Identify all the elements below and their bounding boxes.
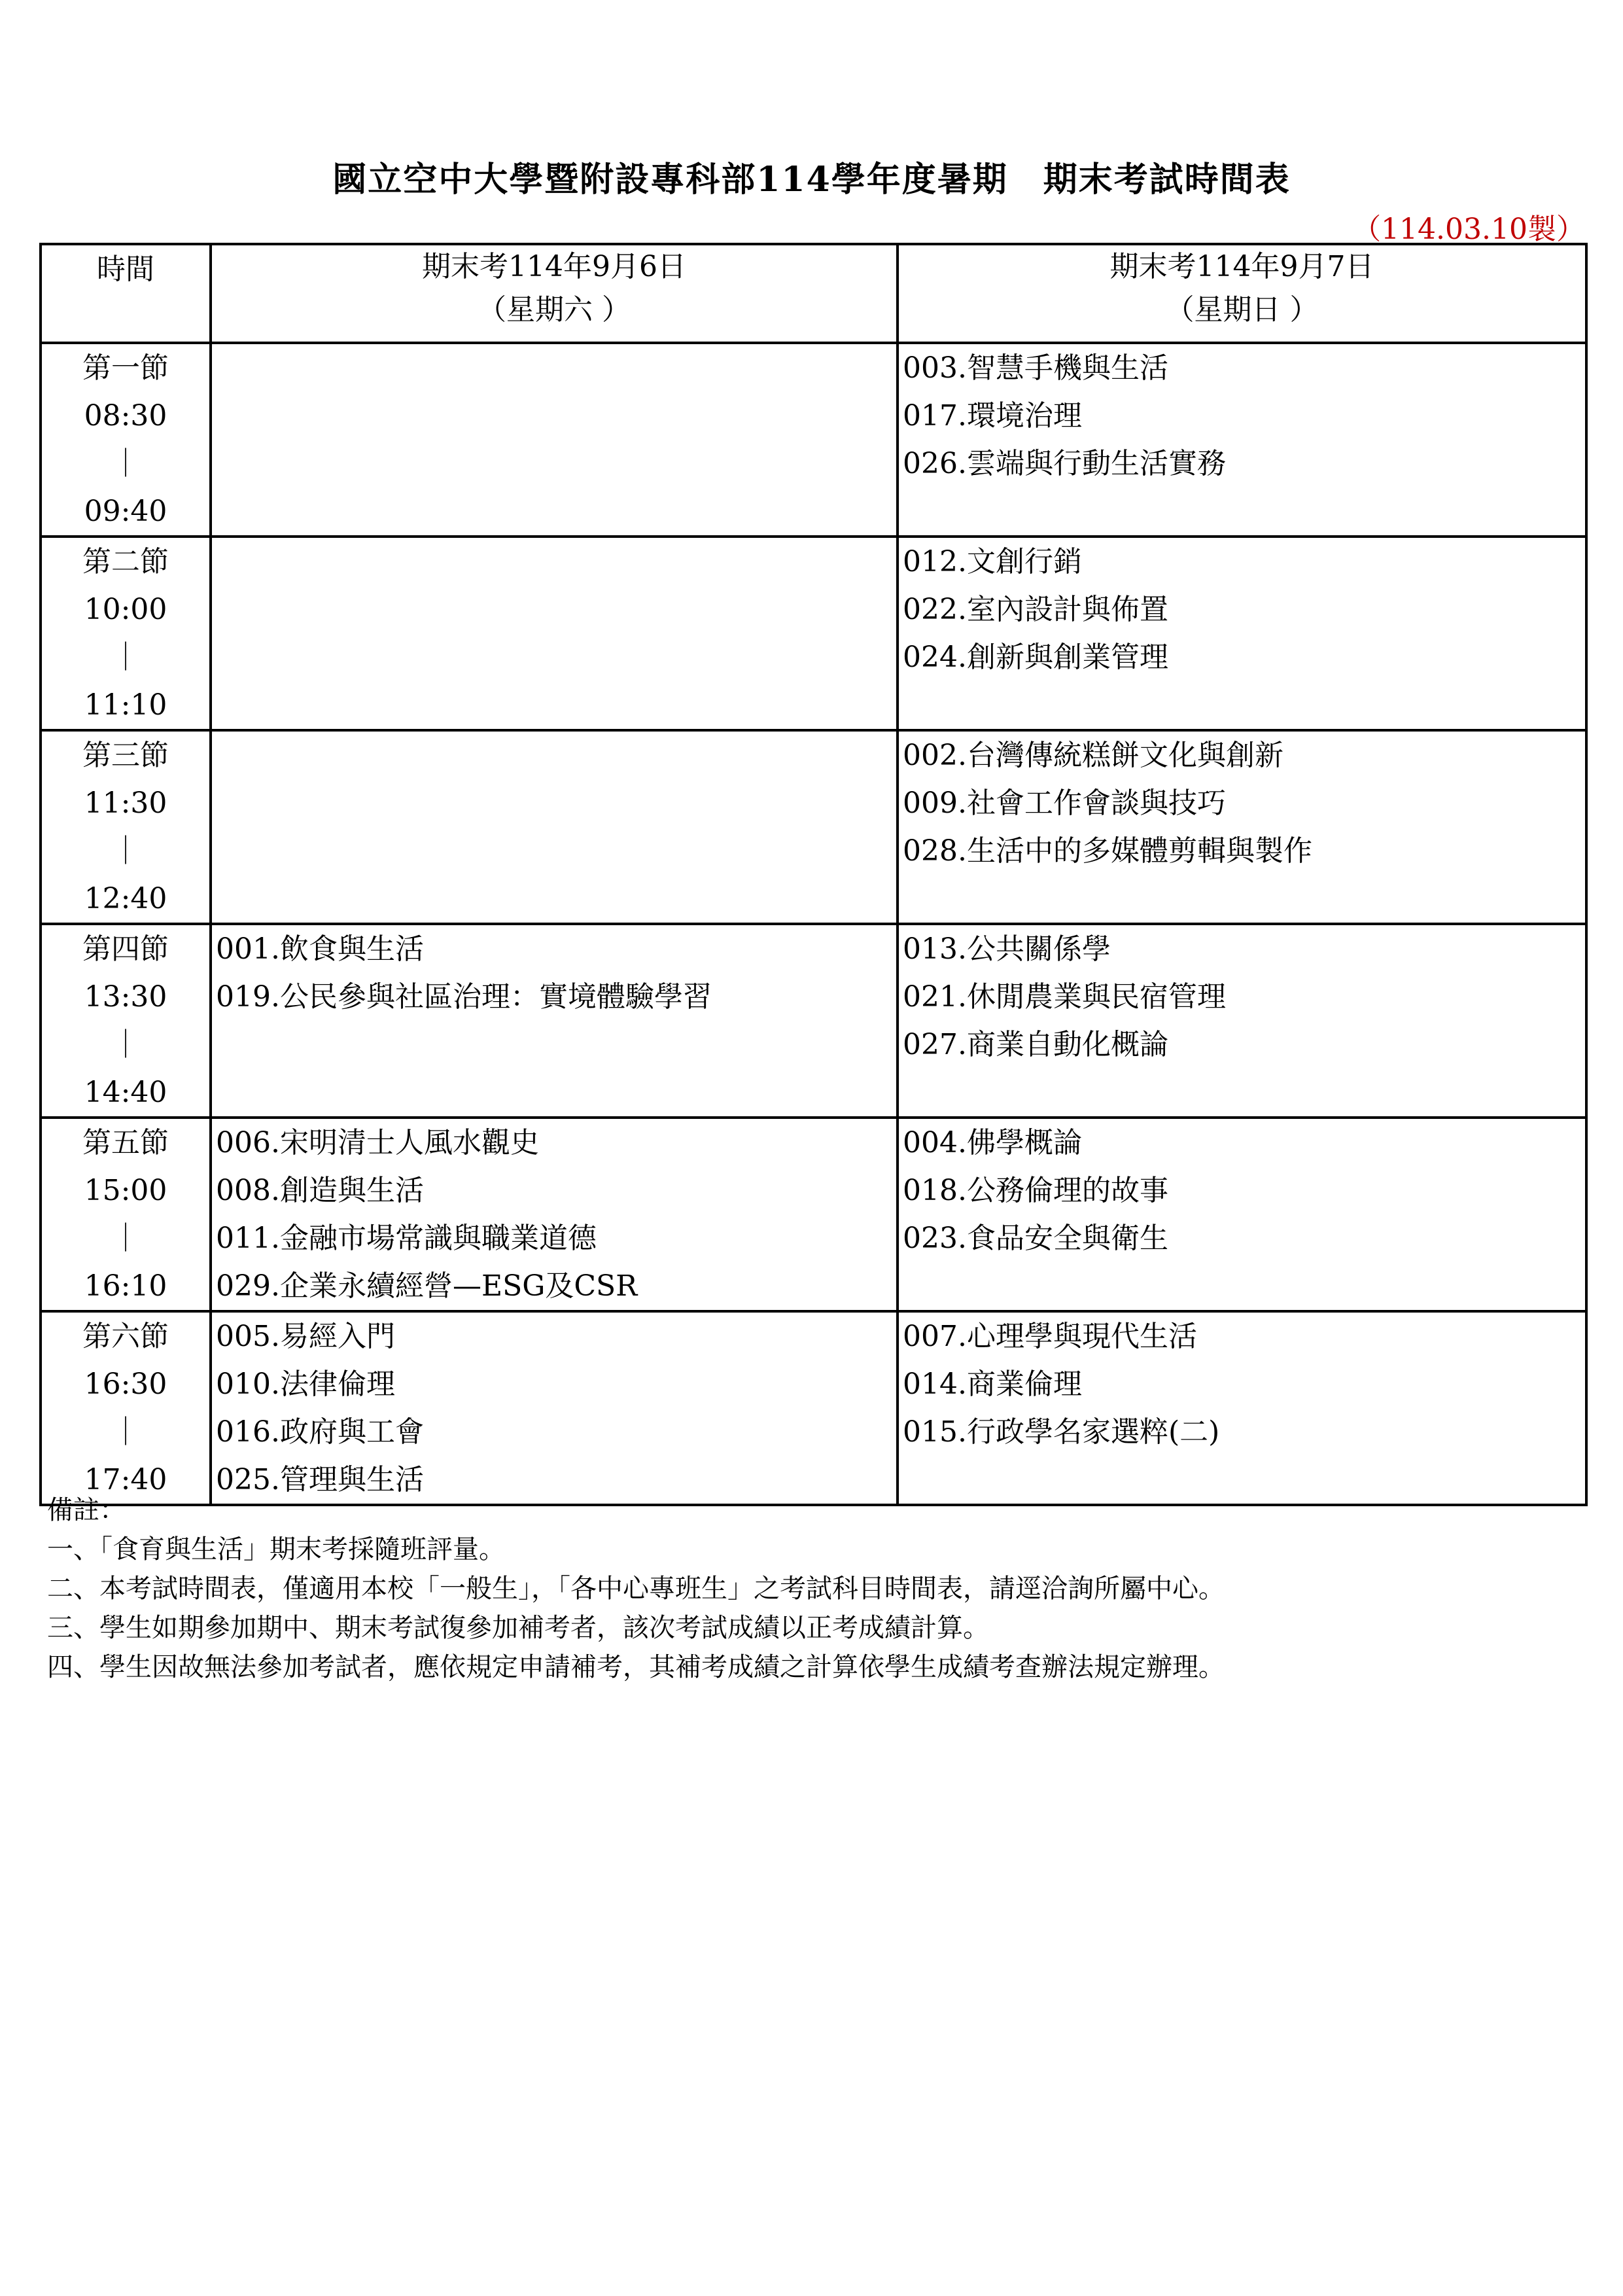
course-item: 012.文創行銷 [903,545,1082,578]
document-title: 國立空中大學暨附設專科部114學年度暑期 期末考試時間表 [332,160,1291,200]
period-time-cell [41,343,211,537]
period-start-time: 15:00 [84,1174,167,1207]
exam-schedule-table [39,243,1588,1506]
day-2-date: 期末考114年9月7日 [1109,250,1374,283]
course-item: 013.公共關係學 [903,932,1111,966]
notes-heading: 備註： [47,1495,126,1525]
course-item: 015.行政學名家選粹(二) [903,1415,1220,1449]
course-item: 025.管理與生活 [216,1463,424,1496]
course-item: 026.雲端與行動生活實務 [903,447,1226,480]
period-row [41,730,1586,924]
period-row [41,343,1586,537]
course-item: 029.企業永續經營—ESG及CSR [216,1269,638,1303]
notes-section [47,1491,1591,1687]
course-item: 003.智慧手機與生活 [903,351,1168,385]
course-item: 021.休閒農業與民宿管理 [903,980,1226,1014]
day-1-weekday: （星期六 ） [478,293,631,327]
course-item: 027.商業自動化概論 [903,1028,1168,1061]
course-item: 007.心理學與現代生活 [903,1320,1197,1353]
note-item: 二、本考試時間表，僅適用本校「一般生」，「各中心專班生」之考試科目時間表，請逕洽詢所屬中心。 [47,1574,1225,1604]
day-1-courses-cell [211,924,898,1118]
course-item: 010.法律倫理 [216,1368,395,1401]
course-item: 018.公務倫理的故事 [903,1174,1168,1207]
period-separator: ｜ [111,1028,140,1061]
course-item: 004.佛學概論 [903,1126,1082,1159]
course-item: 024.創新與創業管理 [903,641,1168,674]
note-item: 三、學生如期參加期中、期末考試復參加補考者，該次考試成績以正考成績計算。 [47,1613,989,1643]
note-item: 一、「食育與生活」期末考採隨班評量。 [47,1534,505,1564]
period-name: 第三節 [82,739,169,772]
period-row [41,537,1586,730]
course-item: 014.商業倫理 [903,1368,1082,1401]
made-date: （114.03.10製） [1352,213,1585,246]
day-1-courses-cell [211,537,898,730]
period-time-cell [41,730,211,924]
day-1-courses-cell [211,1118,898,1311]
note-item: 四、學生因故無法參加考試者，應依規定申請補考，其補考成績之計算依學生成績考查辦法規定辦理。 [47,1652,1225,1682]
period-end-time: 16:10 [84,1269,167,1303]
day-2-courses-cell [898,924,1586,1118]
period-name: 第六節 [82,1320,169,1353]
period-name: 第五節 [82,1126,169,1159]
course-item: 008.創造與生活 [216,1174,424,1207]
period-name: 第四節 [82,932,169,966]
course-item: 017.環境治理 [903,399,1082,433]
course-item: 016.政府與工會 [216,1415,424,1449]
day-1-courses-cell [211,1311,898,1505]
period-time-cell [41,537,211,730]
day-2-courses-cell [898,1311,1586,1505]
course-item: 023.食品安全與衛生 [903,1222,1168,1255]
period-start-time: 10:00 [84,593,167,626]
period-time-cell [41,924,211,1118]
period-separator: ｜ [111,447,140,480]
header-row [41,244,1586,343]
period-name: 第二節 [82,545,169,578]
period-start-time: 13:30 [84,980,167,1014]
period-start-time: 16:30 [84,1368,167,1401]
day-1-date: 期末考114年9月6日 [422,250,686,283]
day-2-weekday: （星期日 ） [1165,293,1319,327]
day-1-courses-cell [211,730,898,924]
period-row [41,924,1586,1118]
period-start-time: 11:30 [84,786,167,820]
period-name: 第一節 [82,351,169,385]
day-1-courses-cell [211,343,898,537]
period-time-cell [41,1118,211,1311]
period-separator: ｜ [111,1222,140,1255]
course-item: 022.室內設計與佈置 [903,593,1168,626]
day-header-1 [211,244,898,343]
period-time-cell [41,1311,211,1505]
course-item: 005.易經入門 [216,1320,395,1353]
period-separator: ｜ [111,641,140,674]
period-end-time: 14:40 [84,1076,167,1109]
period-end-time: 09:40 [84,495,167,528]
day-2-courses-cell [898,537,1586,730]
day-2-courses-cell [898,1118,1586,1311]
period-row [41,1118,1586,1311]
period-row [41,1311,1586,1505]
day-header-2 [898,244,1586,343]
period-separator: ｜ [111,834,140,868]
day-2-courses-cell [898,343,1586,537]
course-item: 011.金融市場常識與職業道德 [216,1222,597,1255]
course-item: 006.宋明清士人風水觀史 [216,1126,539,1159]
period-start-time: 08:30 [84,399,167,433]
day-2-courses-cell [898,730,1586,924]
course-item: 002.台灣傳統糕餅文化與創新 [903,739,1283,772]
period-end-time: 17:40 [84,1463,167,1496]
course-item: 028.生活中的多媒體剪輯與製作 [903,834,1312,868]
time-header: 時間 [41,244,211,343]
period-end-time: 12:40 [84,882,167,915]
period-separator: ｜ [111,1415,140,1449]
course-item: 009.社會工作會談與技巧 [903,786,1226,820]
period-end-time: 11:10 [84,688,167,722]
course-item: 019.公民參與社區治理：實境體驗學習 [216,980,712,1014]
course-item: 001.飲食與生活 [216,932,424,966]
